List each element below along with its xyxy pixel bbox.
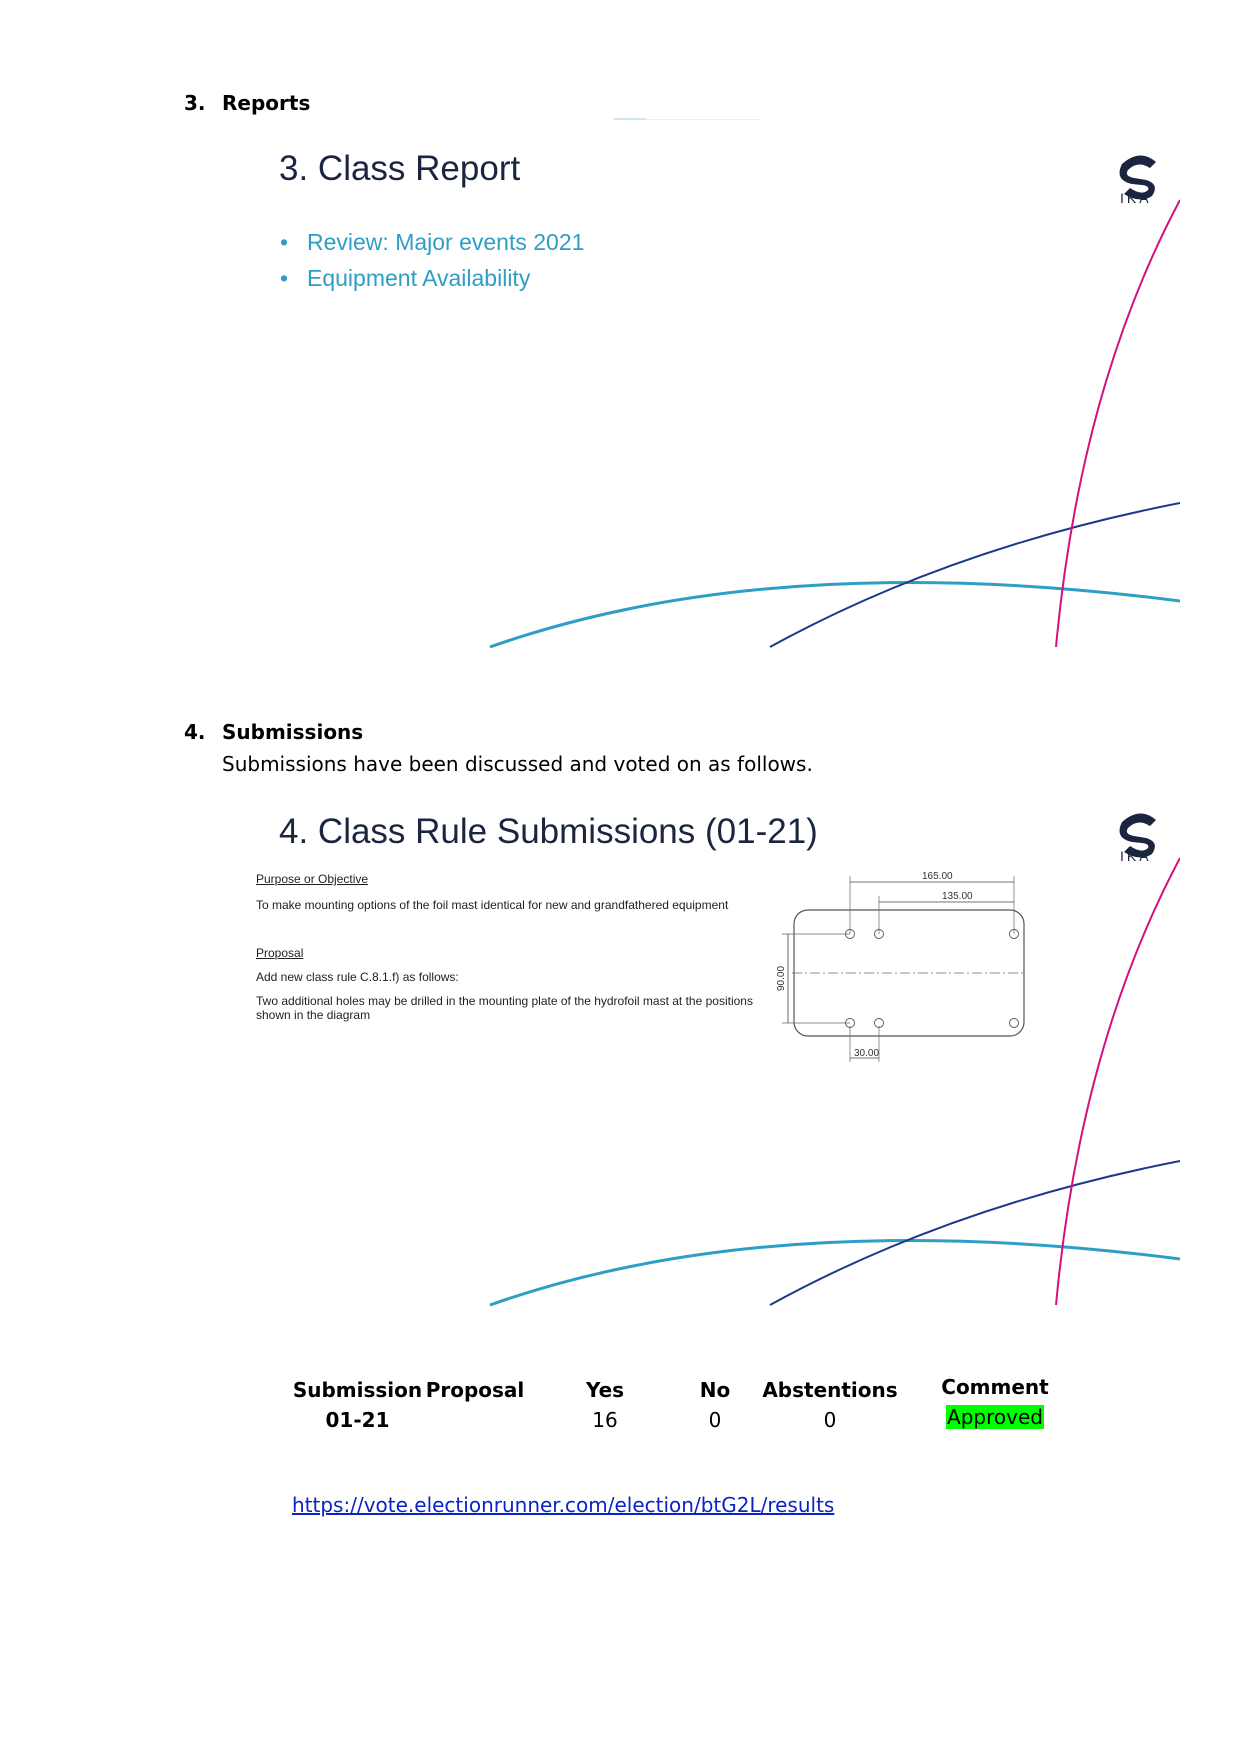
column-header: Yes xyxy=(585,1378,625,1402)
bullet-item: • Equipment Availability xyxy=(280,260,584,296)
scan-artifact-line-accent xyxy=(614,118,646,120)
cell-proposal xyxy=(425,1405,525,1435)
dimension-label: 135.00 xyxy=(942,891,973,902)
section-number: 4. xyxy=(184,720,206,744)
submissions-intro: Submissions have been discussed and voted on as follows. xyxy=(222,752,813,776)
results-link[interactable]: https://vote.electionrunner.com/election/btG2L/results xyxy=(292,1493,835,1517)
slide-title: 4. Class Rule Submissions (01-21) xyxy=(279,812,818,851)
section-title: Reports xyxy=(222,91,311,115)
cell-no: 0 xyxy=(708,1408,722,1432)
section-reports-heading xyxy=(184,91,310,115)
votes-table-header-row xyxy=(290,1375,1075,1405)
cell-abstentions: 0 xyxy=(823,1408,837,1432)
dimension-label: 90.00 xyxy=(776,965,787,991)
logo-lettering: IKA xyxy=(1120,848,1152,864)
status-badge: Approved xyxy=(947,1405,1043,1429)
proposal-intro: Add new class rule C.8.1.f) as follows: xyxy=(256,970,459,984)
proposal-card xyxy=(250,872,774,1042)
ika-logo-icon xyxy=(1110,150,1170,210)
dimension-label: 165.00 xyxy=(922,871,953,882)
slide-decoration-curves xyxy=(250,128,1180,698)
proposal-text-line2: shown in the diagram xyxy=(256,1008,371,1022)
bullet-item: • Review: Major events 2021 xyxy=(280,224,584,260)
purpose-text: To make mounting options of the foil mast identical for new and grandfathered equipment xyxy=(256,898,729,912)
section-title: Submissions xyxy=(222,720,364,744)
cell-yes: 16 xyxy=(592,1408,618,1432)
column-header: Submission xyxy=(292,1378,423,1402)
column-header: Comment xyxy=(941,1375,1049,1399)
slide-bullet-list xyxy=(280,224,584,296)
slide-class-report xyxy=(250,128,1180,698)
slide-title: 3. Class Report xyxy=(279,149,521,188)
cell-comment xyxy=(915,1405,1075,1435)
column-header: Abstentions xyxy=(762,1378,898,1402)
section-number: 3. xyxy=(184,91,206,115)
cell-submission: 01-21 xyxy=(325,1408,390,1432)
column-header: No xyxy=(699,1378,731,1402)
mounting-plate-diagram xyxy=(764,866,1034,1066)
ika-logo-icon xyxy=(1110,808,1170,868)
table-row xyxy=(290,1405,1075,1435)
logo-lettering: IKA xyxy=(1120,190,1152,206)
slide-class-rule-submissions xyxy=(250,786,1180,1356)
proposal-text-line1: Two additional holes may be drilled in the mounting plate of the hydrofoil mast at the positions xyxy=(256,994,753,1008)
votes-table xyxy=(290,1375,1075,1435)
section-submissions-heading xyxy=(184,720,363,744)
purpose-heading: Purpose or Objective xyxy=(256,872,369,886)
dimension-label: 30.00 xyxy=(854,1048,880,1059)
column-header: Proposal xyxy=(425,1378,525,1402)
proposal-heading: Proposal xyxy=(256,946,304,960)
